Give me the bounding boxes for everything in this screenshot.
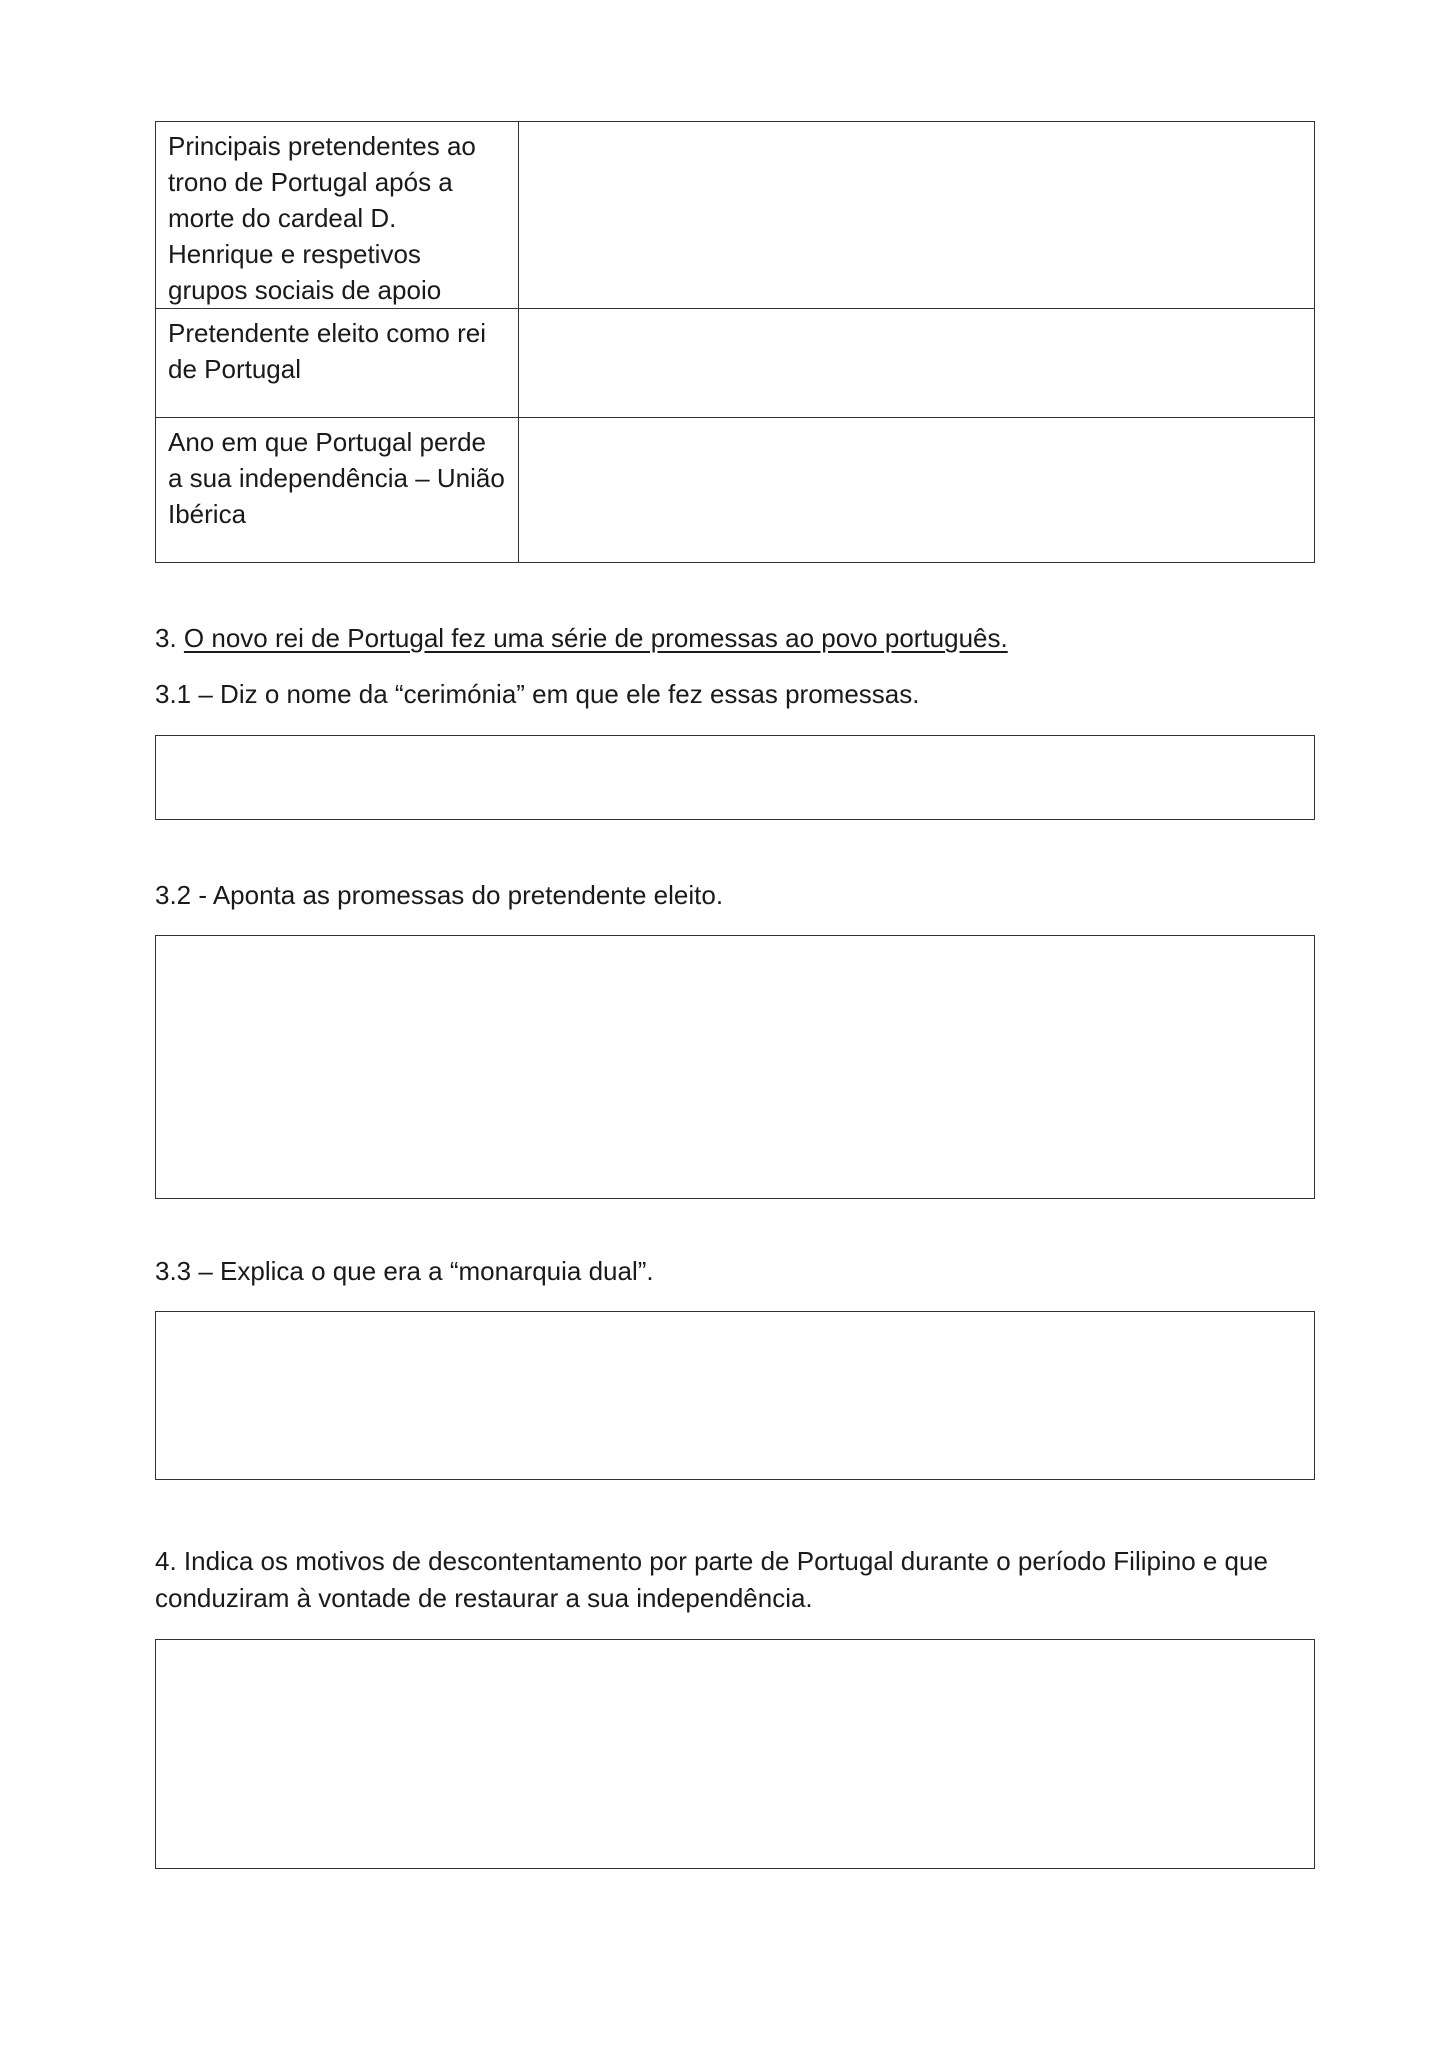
answer-box-3-3[interactable] — [155, 1311, 1315, 1480]
row-answer-field[interactable] — [519, 122, 1315, 309]
question-4: 4. Indica os motivos de descontentamento por parte de Portugal durante o período Filipino e que conduziram à vontade de restaurar a sua independência. — [155, 1546, 1268, 1613]
answer-box-3-2[interactable] — [155, 935, 1315, 1199]
info-table — [155, 121, 1315, 563]
question-3-number: 3. — [155, 623, 177, 653]
answer-box-3-1[interactable] — [155, 735, 1315, 820]
answer-box-4[interactable] — [155, 1639, 1315, 1869]
table-row — [156, 122, 1315, 309]
row-label: Pretendente eleito como rei de Portugal — [156, 309, 519, 418]
question-3-2: 3.2 - Aponta as promessas do pretendente eleito. — [155, 880, 724, 910]
table-row — [156, 418, 1315, 563]
table-row — [156, 309, 1315, 418]
question-3-statement: O novo rei de Portugal fez uma série de promessas ao povo português. — [183, 623, 1008, 653]
question-3-1: 3.1 – Diz o nome da “cerimónia” em que ele fez essas promessas. — [155, 679, 920, 709]
row-label: Principais pretendentes ao trono de Portugal após a morte do cardeal D. Henrique e respetivos grupos sociais de apoio — [156, 122, 519, 309]
question-3-3: 3.3 – Explica o que era a “monarquia dual”. — [155, 1256, 654, 1286]
row-answer-field[interactable] — [519, 418, 1315, 563]
question-3 — [155, 620, 1008, 656]
row-label: Ano em que Portugal perde a sua independência – União Ibérica — [156, 418, 519, 563]
row-answer-field[interactable] — [519, 309, 1315, 418]
